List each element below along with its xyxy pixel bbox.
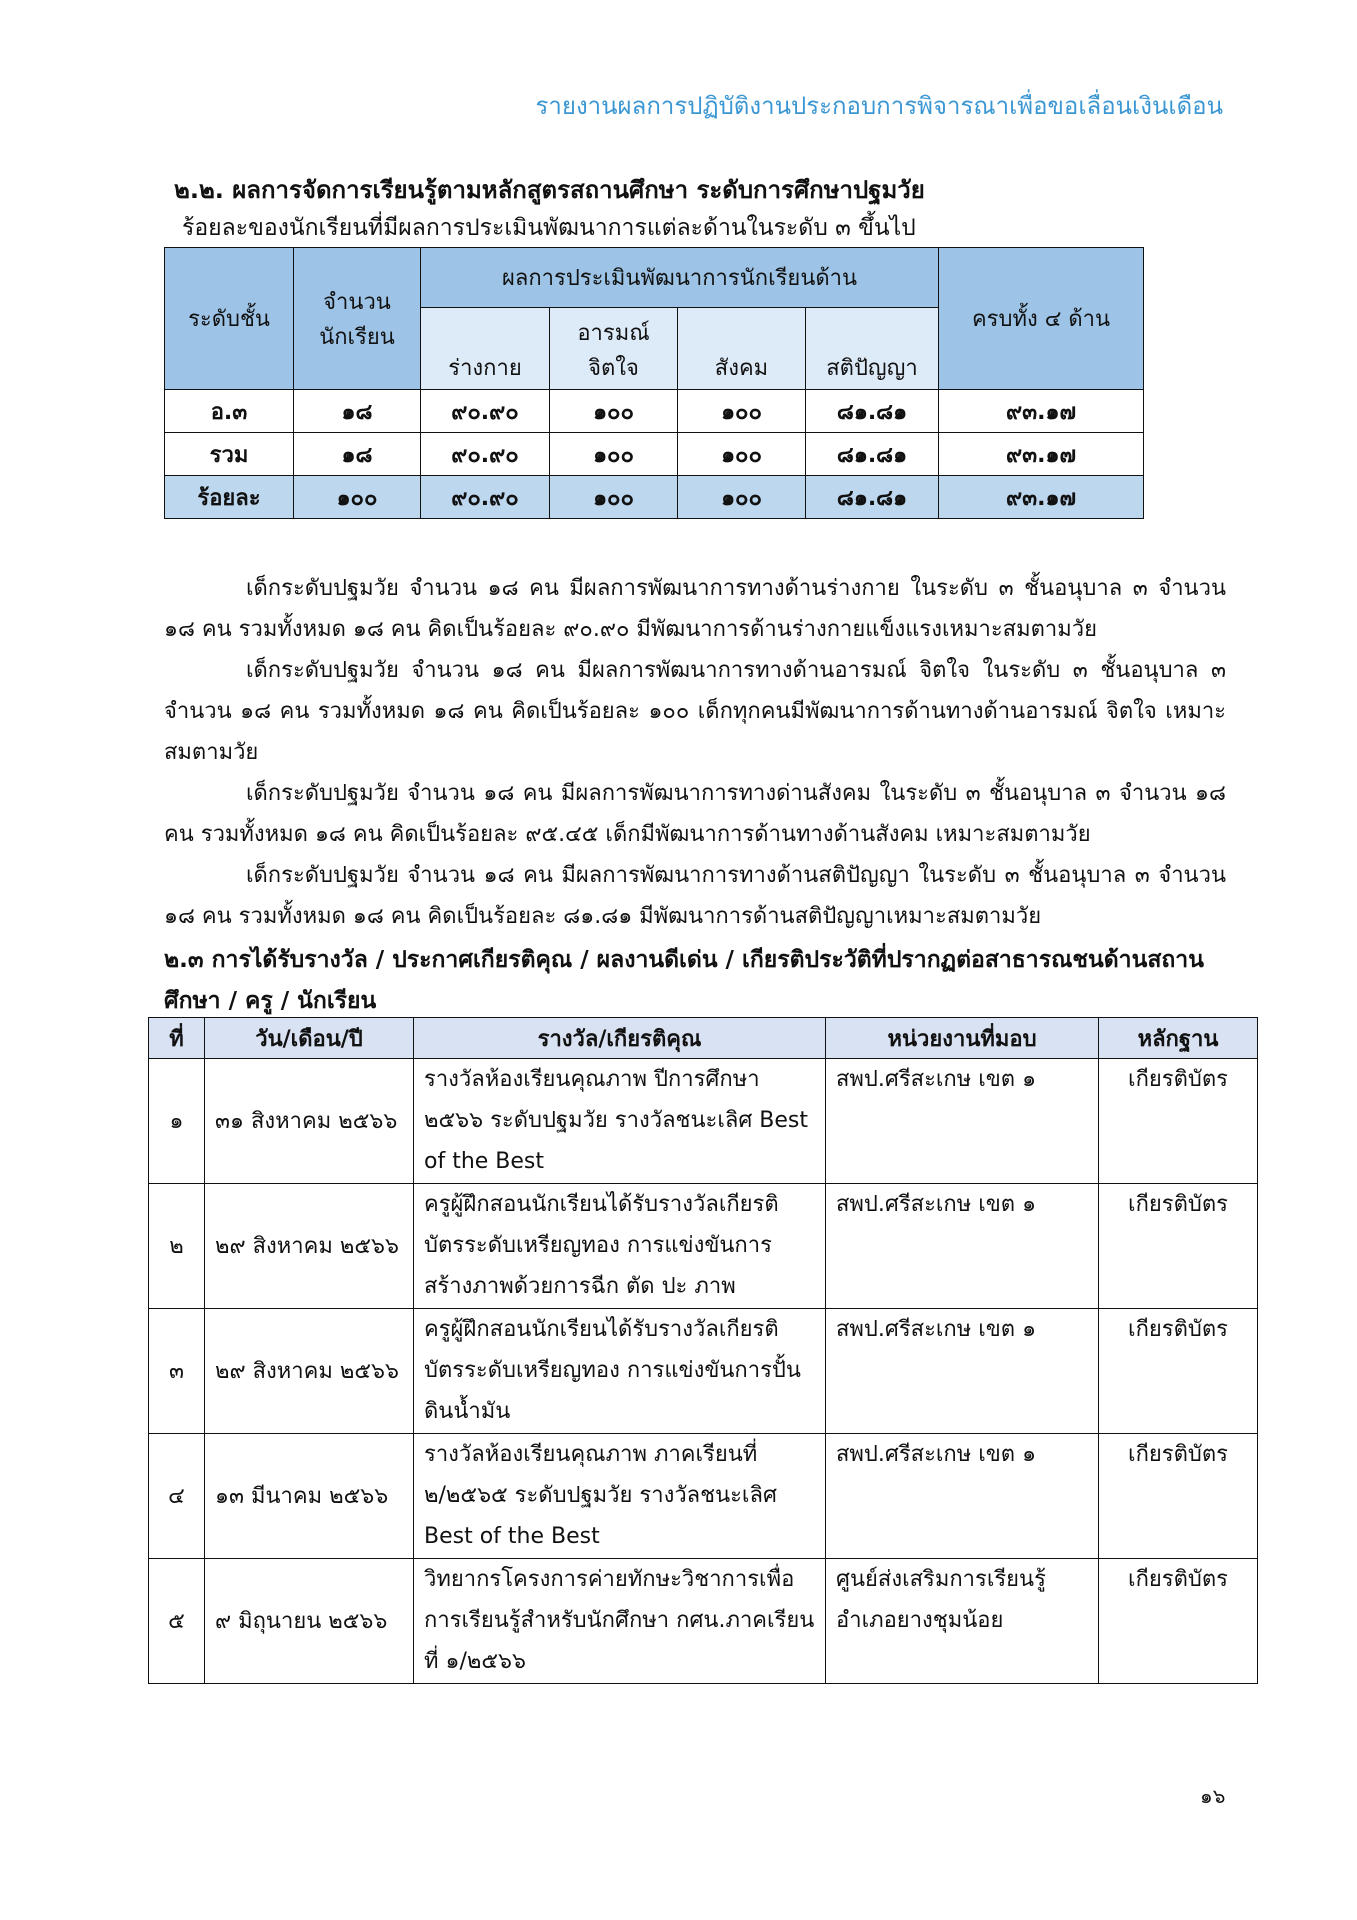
table-cell: ๘๑.๘๑ — [806, 433, 939, 476]
header-all: ครบทั้ง ๔ ด้าน — [939, 248, 1144, 390]
awards-table — [148, 1017, 1258, 1684]
table-cell: ๘๑.๘๑ — [806, 390, 939, 433]
row-date: ๓๑ สิงหาคม ๒๕๖๖ — [205, 1059, 414, 1184]
row-number: ๑ — [149, 1059, 205, 1184]
development-results-table — [164, 247, 1144, 519]
table-row — [165, 433, 1144, 476]
table-row — [149, 1434, 1258, 1559]
row-agency: สพป.ศรีสะเกษ เขต ๑ — [826, 1434, 1099, 1559]
table-row — [165, 390, 1144, 433]
header-count: จำนวน นักเรียน — [294, 248, 421, 390]
row-number: ๒ — [149, 1184, 205, 1309]
row-award: รางวัลห้องเรียนคุณภาพ ปีการศึกษา ๒๕๖๖ ระดับปฐมวัย รางวัลชนะเลิศ Best of the Best — [414, 1059, 826, 1184]
summary-paragraphs — [164, 568, 1226, 937]
header-no: ที่ — [149, 1018, 205, 1059]
row-date: ๒๙ สิงหาคม ๒๕๖๖ — [205, 1309, 414, 1434]
table-cell: อ.๓ — [165, 390, 294, 433]
row-date: ๑๓ มีนาคม ๒๕๖๖ — [205, 1434, 414, 1559]
row-evidence: เกียรติบัตร — [1099, 1434, 1258, 1559]
paragraph: เด็กระดับปฐมวัย จำนวน ๑๘ คน มีผลการพัฒนาการทางด้านร่างกาย ในระดับ ๓ ชั้นอนุบาล ๓ จำนวน ๑๘ คน รวมทั้งหมด ๑๘ คน คิดเป็นร้อยละ ๙๐.๙๐ มีพัฒนาการด้านร่างกายแข็งแรงเหมาะสมตามวัย — [164, 576, 1226, 642]
table-cell: ๑๐๐ — [550, 476, 678, 519]
row-date: ๒๙ สิงหาคม ๒๕๖๖ — [205, 1184, 414, 1309]
paragraph: เด็กระดับปฐมวัย จำนวน ๑๘ คน มีผลการพัฒนาการทางด่านสังคม ในระดับ ๓ ชั้นอนุบาล ๓ จำนวน ๑๘ คน รวมทั้งหมด ๑๘ คน คิดเป็นร้อยละ ๙๕.๔๕ เด็กมีพัฒนาการด้านทางด้านสังคม เหมาะสมตามวัย — [164, 781, 1226, 847]
header-group: ผลการประเมินพัฒนาการนักเรียนด้าน — [421, 248, 939, 308]
table-cell: ๙๐.๙๐ — [421, 390, 550, 433]
page-number: ๑๖ — [1200, 1784, 1226, 1808]
table-cell: ๑๐๐ — [678, 476, 806, 519]
header-award: รางวัล/เกียรติคุณ — [414, 1018, 826, 1059]
table-cell: ๑๐๐ — [678, 390, 806, 433]
row-number: ๔ — [149, 1434, 205, 1559]
header-physical: ร่างกาย — [421, 308, 550, 390]
row-award: ครูผู้ฝึกสอนนักเรียนได้รับรางวัลเกียรติบัตรระดับเหรียญทอง การแข่งขันการสร้างภาพด้วยการฉีก ตัด ปะ ภาพ — [414, 1184, 826, 1309]
section-2-3-title: ๒.๓ การได้รับรางวัล / ประกาศเกียรติคุณ / ผลงานดีเด่น / เกียรติประวัติที่ปรากฏต่อสาธารณชนด้านสถานศึกษา / ครู / นักเรียน — [164, 947, 1204, 1014]
table-cell: ๑๐๐ — [678, 433, 806, 476]
table-cell: ๙๓.๑๗ — [939, 476, 1144, 519]
running-header: รายงานผลการปฏิบัติงานประกอบการพิจารณาเพื่อขอเลื่อนเงินเดือน — [535, 92, 1223, 120]
section-2-2-title: ๒.๒. ผลการจัดการเรียนรู้ตามหลักสูตรสถานศึกษา ระดับการศึกษาปฐมวัย — [174, 176, 925, 204]
header-agency: หน่วยงานที่มอบ — [826, 1018, 1099, 1059]
table-cell: ร้อยละ — [165, 476, 294, 519]
row-award: รางวัลห้องเรียนคุณภาพ ภาคเรียนที่ ๒/๒๕๖๕ ระดับปฐมวัย รางวัลชนะเลิศ Best of the Best — [414, 1434, 826, 1559]
table-cell: ๑๐๐ — [294, 476, 421, 519]
table-cell: ๘๑.๘๑ — [806, 476, 939, 519]
row-agency: สพป.ศรีสะเกษ เขต ๑ — [826, 1309, 1099, 1434]
header-date: วัน/เดือน/ปี — [205, 1018, 414, 1059]
table-cell: ๑๘ — [294, 433, 421, 476]
header-evidence: หลักฐาน — [1099, 1018, 1258, 1059]
table-cell: ๑๐๐ — [550, 390, 678, 433]
row-evidence: เกียรติบัตร — [1099, 1309, 1258, 1434]
row-number: ๕ — [149, 1559, 205, 1684]
table-row — [149, 1059, 1258, 1184]
row-award: ครูผู้ฝึกสอนนักเรียนได้รับรางวัลเกียรติบัตรระดับเหรียญทอง การแข่งขันการปั้นดินน้ำมัน — [414, 1309, 826, 1434]
table-row — [149, 1559, 1258, 1684]
table-cell: รวม — [165, 433, 294, 476]
table-cell: ๙๐.๙๐ — [421, 476, 550, 519]
table-row — [149, 1184, 1258, 1309]
row-agency: ศูนย์ส่งเสริมการเรียนรู้อำเภอยางชุมน้อย — [826, 1559, 1099, 1684]
row-date: ๙ มิถุนายน ๒๕๖๖ — [205, 1559, 414, 1684]
paragraph: เด็กระดับปฐมวัย จำนวน ๑๘ คน มีผลการพัฒนาการทางด้านสติปัญญา ในระดับ ๓ ชั้นอนุบาล ๓ จำนวน ๑๘ คน รวมทั้งหมด ๑๘ คน คิดเป็นร้อยละ ๘๑.๘๑ มีพัฒนาการด้านสติปัญญาเหมาะสมตามวัย — [164, 863, 1226, 929]
table-cell: ๙๓.๑๗ — [939, 390, 1144, 433]
row-evidence: เกียรติบัตร — [1099, 1559, 1258, 1684]
row-number: ๓ — [149, 1309, 205, 1434]
row-agency: สพป.ศรีสะเกษ เขต ๑ — [826, 1059, 1099, 1184]
row-evidence: เกียรติบัตร — [1099, 1059, 1258, 1184]
header-emotion: อารมณ์ จิตใจ — [550, 308, 678, 390]
header-level: ระดับชั้น — [165, 248, 294, 390]
header-social: สังคม — [678, 308, 806, 390]
table-cell: ๙๐.๙๐ — [421, 433, 550, 476]
row-agency: สพป.ศรีสะเกษ เขต ๑ — [826, 1184, 1099, 1309]
paragraph: เด็กระดับปฐมวัย จำนวน ๑๘ คน มีผลการพัฒนาการทางด้านอารมณ์ จิตใจ ในระดับ ๓ ชั้นอนุบาล ๓ จำนวน ๑๘ คน รวมทั้งหมด ๑๘ คน คิดเป็นร้อยละ ๑๐๐ เด็กทุกคนมีพัฒนาการด้านทางด้านอารมณ์ จิตใจ เหมาะสมตามวัย — [164, 658, 1226, 765]
table-cell: ๑๘ — [294, 390, 421, 433]
table-row — [149, 1309, 1258, 1434]
table-cell: ๙๓.๑๗ — [939, 433, 1144, 476]
table-cell: ๑๐๐ — [550, 433, 678, 476]
header-intellect: สติปัญญา — [806, 308, 939, 390]
row-award: วิทยากรโครงการค่ายทักษะวิชาการเพื่อการเรียนรู้สำหรับนักศึกษา กศน.ภาคเรียนที่ ๑/๒๕๖๖ — [414, 1559, 826, 1684]
table-row — [165, 476, 1144, 519]
row-evidence: เกียรติบัตร — [1099, 1184, 1258, 1309]
table-caption: ร้อยละของนักเรียนที่มีผลการประเมินพัฒนาการแต่ละด้านในระดับ ๓ ขึ้นไป — [182, 215, 916, 241]
